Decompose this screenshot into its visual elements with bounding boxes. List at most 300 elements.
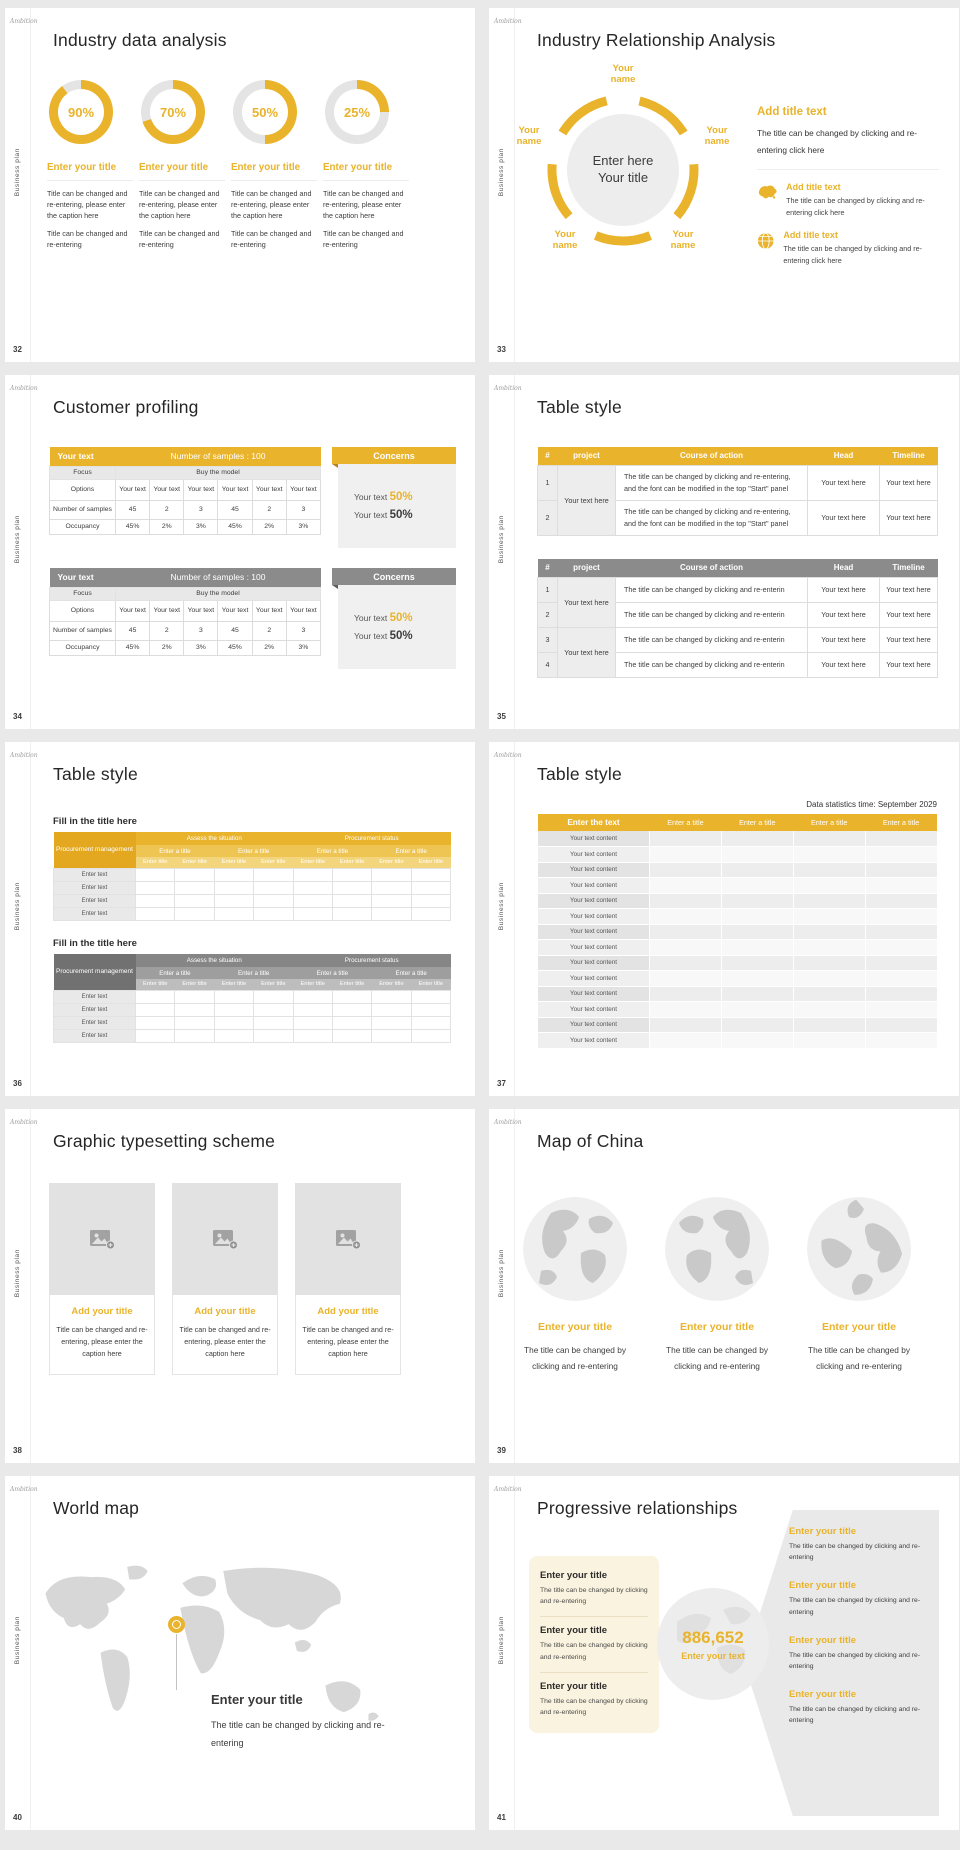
list-item <box>540 1672 648 1727</box>
slide-page-number: 40 <box>13 1813 22 1822</box>
donut-hole <box>242 89 288 135</box>
table-cell: 3 <box>184 500 218 519</box>
table-subtitle: Fill in the title here <box>53 938 137 949</box>
side-label: Business plan <box>14 882 21 931</box>
table-cell: The title can be changed by clicking and re-enterin <box>616 602 808 627</box>
donut-value: 70% <box>159 104 187 120</box>
slide-page-number: 35 <box>497 712 506 721</box>
concern-text: Your text <box>354 613 388 623</box>
globe-item <box>795 1197 923 1374</box>
table-cell: Number of samples <box>50 500 116 519</box>
table-cell: Your text <box>116 479 150 500</box>
table-header: # <box>538 447 558 465</box>
table-row <box>538 924 938 940</box>
china-map-icon <box>757 182 777 202</box>
image-placeholder-icon <box>212 1228 238 1250</box>
row-label: Your text content <box>538 847 650 863</box>
slide-40-thumbnail[interactable] <box>5 1476 475 1830</box>
donut-hole <box>150 89 196 135</box>
row-label: Your text content <box>538 893 650 909</box>
list-item <box>789 1635 931 1672</box>
table-cell: Your text <box>286 600 320 621</box>
side-label: Business plan <box>14 1249 21 1298</box>
table-corner-header: Procurement management <box>54 832 136 868</box>
slide-41-thumbnail[interactable] <box>489 1476 959 1830</box>
brand-logo: Ambition <box>10 1119 38 1126</box>
image-placeholder <box>295 1183 401 1295</box>
table-row <box>538 986 938 1002</box>
item-caption: The title can be changed by clicking and re-entering <box>540 1642 648 1661</box>
table-column-header: Enter title <box>136 857 175 868</box>
table-row <box>54 868 451 881</box>
callout-leader-line <box>176 1634 177 1690</box>
panel-item-title: Add title text <box>786 182 841 192</box>
slide-page-number: 34 <box>13 712 22 721</box>
diagram-node-label: Your name <box>670 229 696 251</box>
relationship-diagram <box>516 63 730 266</box>
side-label: Business plan <box>14 148 21 197</box>
globe-caption: The title can be changed by clicking and re-entering <box>808 1345 910 1372</box>
table-cell: 3% <box>286 640 320 655</box>
donut-value: 50% <box>251 104 279 120</box>
table-row <box>538 1002 938 1018</box>
row-label: Your text content <box>538 862 650 878</box>
table-row <box>538 831 938 847</box>
stat-label: Enter your text <box>681 1650 745 1661</box>
table-cell: Your text here <box>880 465 938 500</box>
customer-table-yellow <box>49 447 321 535</box>
table-cell: 4 <box>538 652 558 677</box>
row-label: Enter text <box>54 1029 136 1042</box>
table-header: # <box>538 559 558 577</box>
table-cell: Your text here <box>880 627 938 652</box>
table-column-header: Enter title <box>136 979 175 990</box>
table-cell: Your text here <box>880 500 938 535</box>
card-caption: Title can be changed and re-entering, please enter the caption here <box>56 1325 148 1359</box>
table-column-header: Enter title <box>372 857 411 868</box>
table-cell: Occupancy <box>50 640 116 655</box>
table-header: project <box>558 447 616 465</box>
donut-column <box>47 80 133 251</box>
side-label: Business plan <box>498 882 505 931</box>
data-table <box>537 814 937 1049</box>
side-label: Business plan <box>498 148 505 197</box>
brand-logo: Ambition <box>494 1486 522 1493</box>
table-cell: Your text <box>252 479 286 500</box>
table-cell: 2 <box>150 621 184 640</box>
table-cell: The title can be changed by clicking and re-enterin <box>616 652 808 677</box>
row-label: Enter text <box>54 881 136 894</box>
side-label: Business plan <box>14 1616 21 1665</box>
brand-logo: Ambition <box>10 18 38 25</box>
globe-graphic <box>523 1197 627 1301</box>
table-cell: Your text here <box>880 577 938 602</box>
card-body <box>172 1295 278 1375</box>
concerns-callout-gray <box>338 568 456 669</box>
diagram-node-label: Your name <box>516 125 542 147</box>
donut-caption: Title can be changed and re-entering <box>47 229 128 250</box>
table-row <box>538 1017 938 1033</box>
slide-side-strip <box>5 1109 38 1463</box>
donut-value: 90% <box>67 104 95 120</box>
table-cell: 45 <box>218 500 252 519</box>
slide-title: World map <box>53 1498 140 1518</box>
row-label: Your text content <box>538 831 650 847</box>
table-cell: 1 <box>538 577 558 602</box>
slide-side-strip <box>489 8 522 362</box>
table-column-header: Enter title <box>214 979 253 990</box>
table-header: Head <box>808 447 880 465</box>
image-card <box>49 1183 155 1375</box>
donut-hole <box>58 89 104 135</box>
table-subheader: Enter a title <box>214 845 293 857</box>
table-column-header: Enter title <box>214 857 253 868</box>
slide-page-number: 33 <box>497 345 506 354</box>
table-cell: 2% <box>252 519 286 534</box>
table-cell: 3 <box>538 627 558 652</box>
slide-page-number: 36 <box>13 1079 22 1088</box>
table-cell: Your text here <box>880 602 938 627</box>
table-cell: Your text here <box>558 627 616 677</box>
table-subheader: Enter a title <box>372 967 451 979</box>
table-row <box>54 1029 451 1042</box>
image-placeholder <box>172 1183 278 1295</box>
callout-caption: The title can be changed by clicking and re-entering <box>211 1720 385 1749</box>
table-cell: 2 <box>538 500 558 535</box>
table-cell: 45 <box>116 500 150 519</box>
table-header: Enter a title <box>721 814 793 831</box>
row-label: Your text content <box>538 986 650 1002</box>
table-cell: Buy the model <box>116 587 321 600</box>
row-label: Your text content <box>538 1002 650 1018</box>
globe-icon <box>523 1197 627 1301</box>
table-row <box>538 847 938 863</box>
slide-page-number: 32 <box>13 345 22 354</box>
table-cell: Your text <box>286 479 320 500</box>
slide-title: Table style <box>537 764 622 784</box>
slide-side-strip <box>489 1476 522 1830</box>
slide-33-thumbnail[interactable] <box>489 8 959 362</box>
card-title: Add your title <box>317 1306 379 1317</box>
concerns-ribbon: Concerns <box>332 568 456 585</box>
table-row <box>538 955 938 971</box>
table-column-header: Enter title <box>254 857 293 868</box>
table-header: project <box>558 559 616 577</box>
donut-caption: Title can be changed and re-entering <box>231 229 312 250</box>
item-title: Enter your title <box>540 1680 608 1692</box>
diagram-node-label: Your name <box>610 63 636 85</box>
donut-column <box>231 80 317 251</box>
row-label: Enter text <box>54 1016 136 1029</box>
table-group-header: Assess the situation <box>136 832 294 845</box>
globe-item <box>653 1197 781 1374</box>
concerns-ribbon: Concerns <box>332 447 456 464</box>
slide-title: Customer profiling <box>53 397 199 417</box>
panel-item-title: Add title text <box>783 230 838 241</box>
concern-text: Your text <box>354 631 388 641</box>
donut-row <box>47 80 409 251</box>
row-label: Your text content <box>538 878 650 894</box>
donut-chart <box>141 80 205 144</box>
table-column-header: Enter title <box>175 857 214 868</box>
row-label: Your text content <box>538 924 650 940</box>
row-label: Enter text <box>54 907 136 920</box>
table-group-header: Assess the situation <box>136 954 294 967</box>
slide-32-thumbnail[interactable] <box>5 8 475 362</box>
slide-title: Industry Relationship Analysis <box>537 30 776 50</box>
card-caption: Title can be changed and re-entering, please enter the caption here <box>302 1325 394 1359</box>
location-pin-icon <box>168 1616 185 1633</box>
list-item <box>789 1580 931 1617</box>
table-cell: 2 <box>150 500 184 519</box>
donut-title: Enter your title <box>323 162 409 181</box>
item-caption: The title can be changed by clicking and re-entering <box>789 1651 921 1671</box>
slide-title: Progressive relationships <box>537 1498 738 1518</box>
table-cell: 45 <box>218 621 252 640</box>
table-cell: 3% <box>184 519 218 534</box>
table-column-header: Enter title <box>332 979 371 990</box>
table-cell: Your text here <box>558 465 616 535</box>
image-placeholder-icon <box>89 1228 115 1250</box>
side-label: Business plan <box>498 515 505 564</box>
row-label: Your text content <box>538 940 650 956</box>
globe-caption: The title can be changed by clicking and re-entering <box>524 1345 626 1372</box>
table-cell: Your text <box>150 479 184 500</box>
slide-side-strip <box>489 742 522 1096</box>
slide-side-strip <box>5 742 38 1096</box>
panel-item <box>757 182 939 218</box>
table-header: Timeline <box>880 559 938 577</box>
list-item <box>789 1526 931 1563</box>
table-cell: 3% <box>286 519 320 534</box>
row-label: Your text content <box>538 955 650 971</box>
table-column-header: Enter title <box>332 857 371 868</box>
donut-caption: Title can be changed and re-entering, please enter the caption here <box>323 189 404 220</box>
table-header: Number of samples : 100 <box>116 447 321 466</box>
table-cell: 3 <box>286 500 320 519</box>
brand-logo: Ambition <box>10 385 38 392</box>
table-row <box>538 893 938 909</box>
table-cell: Your text <box>218 479 252 500</box>
slide-38-thumbnail[interactable] <box>5 1109 475 1463</box>
table-group-header: Procurement status <box>293 832 451 845</box>
table-cell: Focus <box>50 466 116 479</box>
table-header: Head <box>808 559 880 577</box>
slide-34-thumbnail[interactable] <box>5 375 475 729</box>
globe-icon <box>807 1197 911 1301</box>
stat-value: 886,652 <box>682 1627 744 1647</box>
table-header: Enter a title <box>650 814 722 831</box>
globe-graphic <box>807 1197 911 1301</box>
table-subheader: Enter a title <box>136 845 215 857</box>
table-column-header: Enter title <box>254 979 293 990</box>
concerns-body <box>338 585 456 669</box>
center-line: Your title <box>597 170 649 185</box>
table-cell: Buy the model <box>116 466 321 479</box>
image-placeholder-icon <box>335 1228 361 1250</box>
image-card <box>172 1183 278 1375</box>
donut-column <box>323 80 409 251</box>
globe-title: Enter your title <box>821 1321 897 1333</box>
item-title: Enter your title <box>540 1625 608 1637</box>
table-cell: The title can be changed by clicking and re-entering, and the font can be modified in the top "Start" panel <box>616 465 808 500</box>
action-table-gray <box>537 559 938 678</box>
brand-logo: Ambition <box>10 1486 38 1493</box>
table-subtitle: Fill in the title here <box>53 816 137 827</box>
donut-title: Enter your title <box>47 162 133 181</box>
diagram-node-label: Your name <box>552 229 578 251</box>
slide-side-strip <box>5 8 38 362</box>
concern-value: 50% <box>389 630 413 642</box>
globe-icon <box>757 230 774 252</box>
table-header: Timeline <box>880 447 938 465</box>
item-title: Enter your title <box>789 1634 857 1646</box>
table-row <box>54 990 451 1003</box>
table-row <box>54 881 451 894</box>
donut-caption: Title can be changed and re-entering, please enter the caption here <box>47 189 128 220</box>
panel-item-body: The title can be changed by clicking and re-entering click here <box>783 244 923 265</box>
concern-value: 50% <box>389 509 413 521</box>
donut-chart <box>49 80 113 144</box>
table-header: Enter a title <box>865 814 937 831</box>
item-caption: The title can be changed by clicking and re-entering <box>789 1706 921 1725</box>
side-panel <box>757 106 939 266</box>
slide-37-thumbnail[interactable] <box>489 742 959 1096</box>
table-cell: 2% <box>150 519 184 534</box>
table-subheader: Enter a title <box>136 967 215 979</box>
brand-logo: Ambition <box>494 385 522 392</box>
table-cell: Options <box>50 479 116 500</box>
concern-text: Your text <box>354 510 388 520</box>
table-cell: 45% <box>218 519 252 534</box>
callout-title: Enter your title <box>211 1692 303 1707</box>
brand-logo: Ambition <box>494 752 522 759</box>
table-cell: Your text here <box>808 627 880 652</box>
brand-logo: Ambition <box>10 752 38 759</box>
table-header: Number of samples : 100 <box>116 568 321 587</box>
stat-circle <box>657 1588 769 1700</box>
concern-text: Your text <box>354 492 388 502</box>
row-label: Your text content <box>538 909 650 925</box>
donut-caption: Title can be changed and re-entering <box>323 229 404 250</box>
procurement-table-gray <box>53 954 451 1043</box>
globe-title: Enter your title <box>679 1321 755 1333</box>
table-cell: Your text here <box>558 577 616 627</box>
table-cell: Your text here <box>808 500 880 535</box>
panel-body: The title can be changed by clicking and re-entering click here <box>757 125 939 170</box>
table-cell: Your text here <box>880 652 938 677</box>
table-cell: Your text <box>184 479 218 500</box>
table-cell: Occupancy <box>50 519 116 534</box>
item-caption: The title can be changed by clicking and re-entering <box>540 1587 648 1606</box>
table-column-header: Enter title <box>175 979 214 990</box>
concern-value: 50% <box>389 612 413 624</box>
slide-page-number: 37 <box>497 1079 506 1088</box>
slide-title: Map of China <box>537 1131 644 1151</box>
table-row <box>538 1033 938 1049</box>
donut-chart <box>233 80 297 144</box>
item-title: Enter your title <box>789 1526 857 1537</box>
table-cell: 45 <box>116 621 150 640</box>
slide-39-thumbnail[interactable] <box>489 1109 959 1463</box>
slide-title: Graphic typesetting scheme <box>53 1131 276 1151</box>
customer-table-gray <box>49 568 321 656</box>
item-title: Enter your title <box>789 1689 857 1701</box>
row-label: Your text content <box>538 1033 650 1049</box>
table-subheader: Enter a title <box>293 845 372 857</box>
row-label: Your text content <box>538 1017 650 1033</box>
table-column-header: Enter title <box>411 979 450 990</box>
row-label: Enter text <box>54 868 136 881</box>
card-body <box>49 1295 155 1375</box>
slide-page-number: 38 <box>13 1446 22 1455</box>
table-header: Enter the text <box>538 814 650 831</box>
diagram-center <box>567 114 679 226</box>
donut-column <box>139 80 225 251</box>
slide-title: Table style <box>537 397 622 417</box>
slide-title: Table style <box>53 764 138 784</box>
panel-item <box>757 230 939 266</box>
card-title: Add your title <box>71 1306 133 1317</box>
table-cell: Your text <box>150 600 184 621</box>
table-cell: The title can be changed by clicking and re-enterin <box>616 627 808 652</box>
globe-title: Enter your title <box>537 1321 613 1333</box>
slide-side-strip <box>5 375 38 729</box>
card-body <box>295 1295 401 1375</box>
donut-title: Enter your title <box>139 162 225 181</box>
slide-side-strip <box>489 375 522 729</box>
row-label: Your text content <box>538 971 650 987</box>
slide-35-thumbnail[interactable] <box>489 375 959 729</box>
table-cell: Your text <box>218 600 252 621</box>
table-cell: Options <box>50 600 116 621</box>
table-cell: 3% <box>184 640 218 655</box>
right-items-panel <box>789 1526 931 1744</box>
globe-caption: The title can be changed by clicking and re-entering <box>666 1345 768 1372</box>
table-row <box>54 894 451 907</box>
table-cell: 2% <box>150 640 184 655</box>
table-row <box>538 940 938 956</box>
globe-icon <box>665 1197 769 1301</box>
image-card <box>295 1183 401 1375</box>
donut-title: Enter your title <box>231 162 317 181</box>
table-cell: 2% <box>252 640 286 655</box>
globe-graphic <box>665 1197 769 1301</box>
table-cell: 45% <box>116 640 150 655</box>
table-subheader: Enter a title <box>372 845 451 857</box>
table-cell: 2 <box>252 500 286 519</box>
item-title: Enter your title <box>789 1580 857 1592</box>
table-cell: Your text here <box>808 602 880 627</box>
table-cell: The title can be changed by clicking and re-enterin <box>616 577 808 602</box>
slide-36-thumbnail[interactable] <box>5 742 475 1096</box>
item-caption: The title can be changed by clicking and re-entering <box>789 1597 921 1616</box>
table-cell: 2 <box>252 621 286 640</box>
side-label: Business plan <box>14 515 21 564</box>
table-column-header: Enter title <box>293 857 332 868</box>
table-cell: 3 <box>286 621 320 640</box>
list-item <box>540 1616 648 1671</box>
table-cell: Your text <box>252 600 286 621</box>
map-callout <box>211 1692 391 1753</box>
slide-title: Industry data analysis <box>53 30 227 50</box>
donut-hole <box>334 89 380 135</box>
table-header: Your text <box>50 447 116 466</box>
row-label: Enter text <box>54 990 136 1003</box>
item-caption: The title can be changed by clicking and re-entering <box>540 1697 648 1717</box>
action-table-yellow <box>537 447 938 536</box>
table-row <box>54 1016 451 1029</box>
